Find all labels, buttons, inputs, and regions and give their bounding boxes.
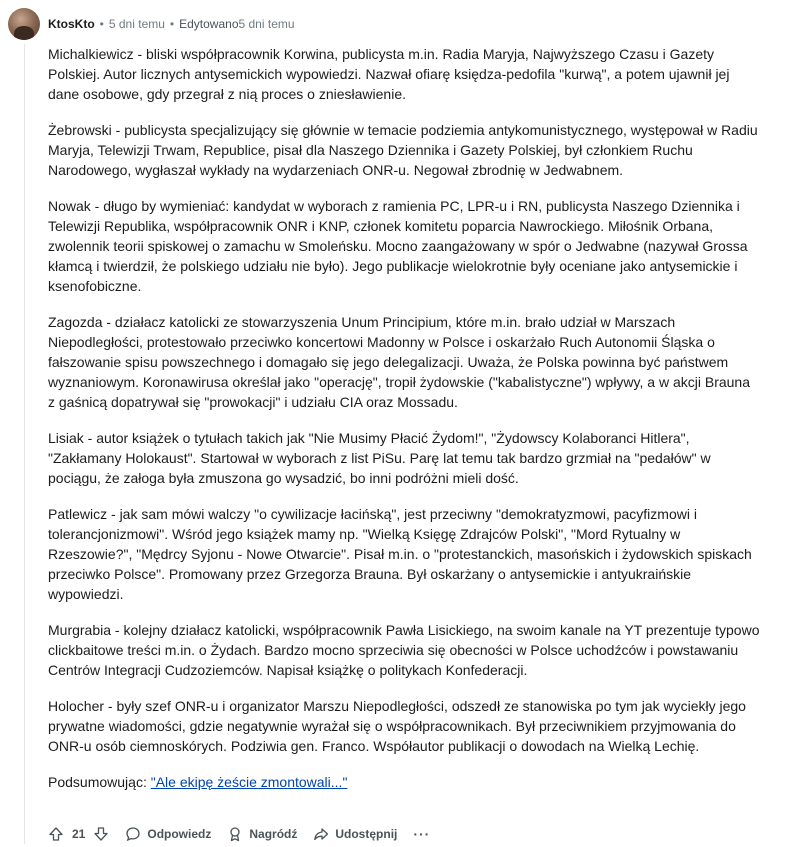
comment-body [48, 44, 760, 808]
comment-header [8, 8, 295, 40]
share-arrow-icon [313, 826, 329, 842]
share-label: Udostępnij [335, 827, 398, 841]
summary-link[interactable]: "Ale ekipę żeście zmontowali..." [150, 774, 348, 790]
comment-paragraph: Żebrowski - publicysta specjalizujący się głównie w temacie podziemia antykomunistycznego, występował w Radiu Maryja, Telewizji Trwam, Republice, pisał dla Naszego Dziennika i Gazety Polskiej, był członkiem Ruchu Narodowego, wygłaszał wykłady na wydarzeniach ONR-u. Negował zbrodnię w Jedwabnem. [48, 122, 758, 178]
award-button[interactable] [219, 818, 305, 847]
comment-paragraph: Holocher - były szef ONR-u i organizator Marszu Niepodległości, odszedł ze stanowiska po tym jak wyciekły jego prywatne wiadomości, gdzie negatywnie wyrażał się o współpracownikach. Był przeciwnikiem przyjmowania do ONR-u osób ciemnoskórych. Podziwia gen. Franco. Współautor publikacji o dowodach na Wielką Lechię. [48, 698, 746, 754]
comment-paragraph: Nowak - długo by wymieniać: kandydat w wyborach z ramienia PC, LPR-u i RN, publicysta Naszego Dziennika i Telewizji Republika, współpracownik ONR i KNP, członek komitetu poparcia Nawrockiego. Miłośnik Orbana, zwolennik teorii spiskowej o zamachu w Smoleńsku. Mocno zaangażowany w spór o Jedwabne (nazywał Grossa kłamcą i twierdził, że polskiego udziału nie było). Jego publikacje wielokrotnie były oceniane jako antysemickie i ksenofobiczne. [48, 198, 748, 294]
edited-label: Edytowano [179, 17, 239, 31]
reply-label: Odpowiedz [147, 827, 212, 841]
separator-dot: • [169, 17, 175, 31]
edited-time[interactable]: 5 dni temu [238, 17, 295, 31]
comment-paragraph: Murgrabia - kolejny działacz katolicki, współpracownik Pawła Lisickiego, na swoim kanale na YT prezentuje typowo clickbaitowe treści m.in. o Żydach. Bardzo mocno sprzeciwia się obecności w Polsce uchodźców i powstawaniu Centrów Integracji Cudzoziemców. Napisał książkę o politykach Konfederacji. [48, 622, 760, 678]
reply-button[interactable] [117, 818, 219, 847]
comment-paragraph: Lisiak - autor książek o tytułach takich jak "Nie Musimy Płacić Żydom!", "Żydowscy Kolaboranci Hitlera", "Zakłamany Holokaust". Startował w wyborach z list PiSu. Parę lat temu tak bardzo grzmiał na "pedałów" w pociągu, że załoga była zmuszona go wysadzić, bo inni podróżni mieli dość. [48, 430, 711, 486]
comment-paragraph: Patlewicz - jak sam mówi walczy "o cywilizacje łacińską", jest przeciwny "demokratyzmowi, pacyfizmowi i tolerancjonizmowi". Wśród jego książek mamy np. "Wielką Księgę Zdrajców Polski", "Mord Rytualny w Rzeszowie?", "Mędrcy Syjonu - Nowe Otwarcie". Pisał m.in. o "protestanckich, masońskich i żydowskich spiskach przeciwko Polsce". Promowany przez Grzegorza Brauna. Był oskarżany o antysemickie i antyukraińskie wypowiedzi. [48, 506, 752, 602]
ellipsis-icon: ··· [413, 826, 431, 842]
username[interactable]: KtosKto [48, 17, 95, 31]
comment-paragraph: Zagozda - działacz katolicki ze stowarzyszenia Unum Principium, które m.in. brało udział w Marszach Niepodległości, protestowało przeciwko koncertowi Madonny w Polsce i oskarżało Ruch Autonomii Śląska o fałszowanie spisu powszechnego i domagało się jego delegalizacji. Uważa, że Polska powinna być państwem wyznaniowym. Koronawirusa określał jako "operację", tropił żydowskie ("kabalistyczne") wpływy, a w akcji Brauna z gaśnicą dopatrywał się "prowokacji" i udziału CIA oraz Mossadu. [48, 314, 751, 410]
award-icon [227, 826, 243, 842]
post-time[interactable]: 5 dni temu [108, 17, 165, 31]
summary-paragraph [48, 772, 760, 792]
speech-bubble-icon [125, 826, 141, 842]
comment-actions [40, 818, 438, 847]
vote-count: 21 [72, 827, 86, 841]
award-label: Nagródź [249, 827, 298, 841]
thread-line[interactable] [24, 44, 25, 844]
share-button[interactable] [305, 818, 405, 847]
avatar[interactable] [8, 8, 40, 40]
arrow-down-icon[interactable] [93, 826, 109, 842]
arrow-up-icon[interactable] [48, 826, 64, 842]
more-options-button[interactable] [405, 818, 438, 847]
separator-dot: • [99, 17, 104, 31]
summary-prefix: Podsumowując: [48, 774, 151, 790]
comment-paragraph: Michalkiewicz - bliski współpracownik Korwina, publicysta m.in. Radia Maryja, Najwyższego Czasu i Gazety Polskiej. Autor licznych antysemickich wypowiedzi. Nazwał ofiarę księdza-pedofila "kurwą", a potem ujawnił jej dane osobowe, gdy przegrał z nią proces o zniesławienie. [48, 46, 730, 102]
vote-group [40, 826, 117, 842]
